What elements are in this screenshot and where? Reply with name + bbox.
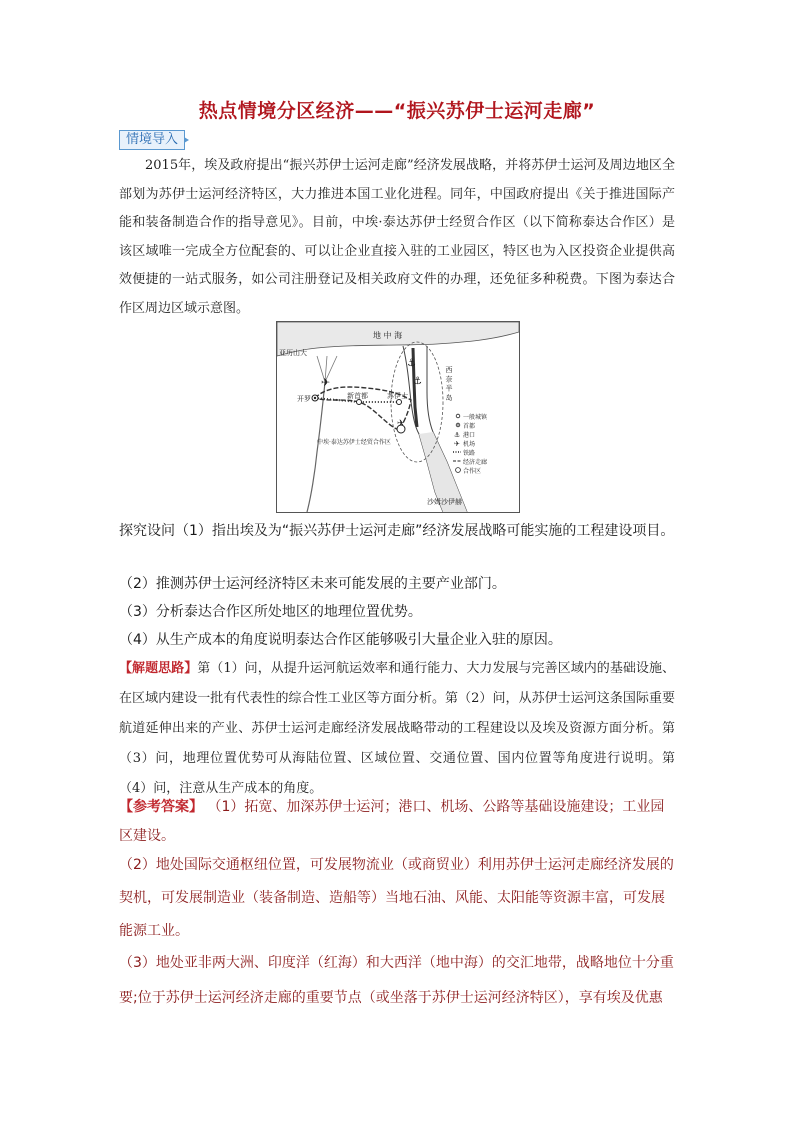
- alexandria-label: 亚历山大: [279, 349, 307, 357]
- question-1: 探究设问（1）指出埃及为“振兴苏伊士运河走廊”经济发展战略可能实施的工程建设项目。: [119, 523, 675, 539]
- airport-icon: ✈: [321, 376, 331, 389]
- thinking-label: 【解题思路】: [119, 661, 198, 676]
- answer-3: （3）地处亚非两大洲、印度洋（红海）和大西洋（地中海）的交汇地带，战略地位十分重要;位于苏伊士运河经济走廊的重要节点（或坐落于苏伊士运河经济特区），享有埃及优惠: [119, 955, 674, 1006]
- map-legend: [453, 413, 488, 475]
- question-3: （3）分析泰达合作区所处地区的地理位置优势。: [119, 604, 422, 620]
- question-4: （4）从生产成本的角度说明泰达合作区能够吸引大量企业入驻的原因。: [119, 632, 562, 648]
- suez-marker: [397, 400, 402, 405]
- intro-paragraph: 2015年，埃及政府提出“振兴苏伊士运河走廊”经济发展战略，并将苏伊士运河及周边地区全部划为苏伊士运河经济特区，大力推进本国工业化进程。同年，中国政府提出《关于推进国际产能和装备制造合作的指导意见》。目前，中埃·泰达苏伊士经贸合作区（以下简称泰达合作区）是该区域唯一完成全方位配套的、可以让企业直接入驻的工业园区，特区也为入区投资企业提供高效便捷的一站式服务，如公司注册登记及相关政府文件的办理，还免征多种税费。下图为泰达合作区周边区域示意图。: [119, 158, 675, 316]
- svg-text:西 奈 半 岛: 西 奈 半 岛: [445, 366, 453, 401]
- page-title: 热点情境分区经济——“振兴苏伊士运河走廊”: [198, 100, 596, 122]
- section-tag: 情境导入: [119, 130, 185, 150]
- cairo-label: 开罗: [297, 395, 311, 403]
- answer-1-text: （1）拓宽、加深苏伊士运河；港口、机场、公路等基础设施建设；工业园区建设。: [119, 799, 665, 844]
- sinai-label: [445, 366, 453, 402]
- question-2: （2）推测苏伊士运河经济特区未来可能发展的主要产业部门。: [119, 576, 506, 592]
- new-capital-label: 新首都: [347, 392, 368, 400]
- airport-icon: ✈: [397, 419, 405, 429]
- legend-item: 一般城镇: [463, 414, 488, 421]
- legend-item: 机场: [463, 441, 476, 448]
- new-capital-marker: [357, 400, 362, 405]
- legend-item: 经济走廊: [463, 459, 488, 466]
- legend-port-icon: ⚓: [454, 431, 461, 439]
- legend-item: 港口: [463, 432, 476, 439]
- legend-item: 首都: [463, 423, 476, 430]
- suez-label: 苏伊士: [387, 392, 408, 400]
- zone-label: 中埃·泰达苏伊士经贸合作区: [317, 439, 391, 446]
- legend-item: 合作区: [463, 468, 482, 475]
- port-icon: ⚓: [413, 376, 422, 387]
- port-icon: ⚓: [407, 358, 416, 369]
- map-drawing: [277, 322, 519, 512]
- answer-1: [119, 793, 675, 851]
- region-map: [276, 321, 520, 513]
- sharm-label: 沙姆沙伊赫: [427, 498, 462, 506]
- answer-label: 【参考答案】: [119, 799, 203, 815]
- sea-label: 地 中 海: [373, 331, 403, 340]
- thinking-text: 第（1）问，从提升运河航运效率和通行能力、大力发展与完善区域内的基础设施、在区域内建设一批有代表性的综合性工业区等方面分析。第（2）问，从苏伊士运河这条国际重要航道延伸出来的产业、苏伊士运河走廊经济发展战略带动的工程建设以及埃及资源方面分析。第（3）问，地理位置优势可从海陆位置、区域位置、交通位置、国内位置等角度进行说明。第（4）问，注意从生产成本的角度。: [119, 661, 675, 796]
- legend-airport-icon: ✈: [454, 440, 460, 448]
- answer-2: （2）地处国际交通枢纽位置，可发展物流业（或商贸业）利用苏伊士运河走廊经济发展的契机，可发展制造业（装备制造、造船等）当地石油、风能、太阳能等资源丰富，可发展能源工业。: [119, 857, 674, 939]
- solution-thinking: [119, 654, 675, 804]
- legend-item: 铁路: [463, 450, 476, 457]
